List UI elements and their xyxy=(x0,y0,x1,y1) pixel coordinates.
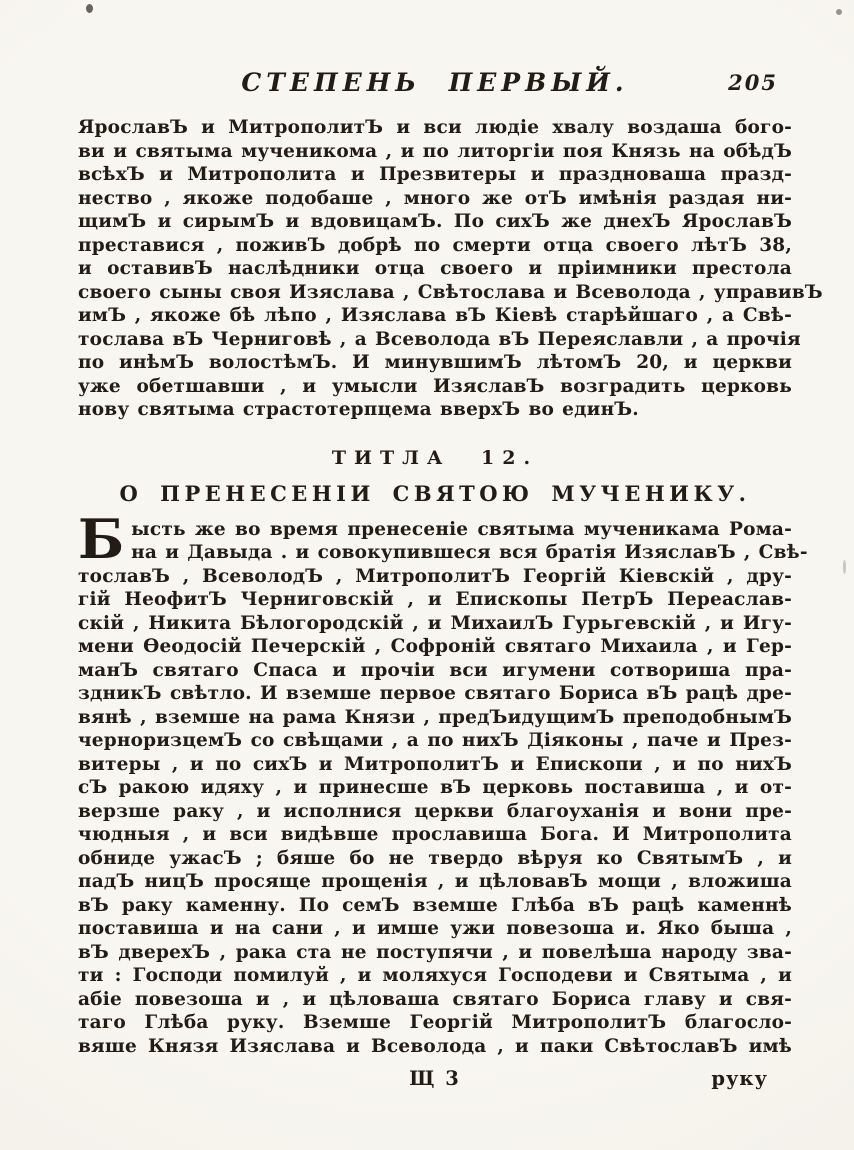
ink-speck xyxy=(843,560,846,574)
text-line: абіе повезоша и , и цѣловаша святаго Бориса главу и свя- xyxy=(78,988,792,1010)
text-line: ти : Господи помилуй , и моляхуся Господеви и Святыма , и xyxy=(78,965,792,986)
text-line: имЪ , якоже бѣ лѣпо , Изяслава вЪ Кіевѣ старѣйшаго , а Свѣ- xyxy=(78,305,792,326)
paragraph-1 xyxy=(78,116,823,422)
section-title: ТИТЛА 12. xyxy=(331,446,539,469)
catchword: руку xyxy=(711,1067,768,1090)
text-line: падЪ ницЪ просяще прощенія , и цѣловавЪ мощи , вложиша xyxy=(78,871,792,892)
text-line: мени Ѳеодосій Печерскій , Софроній святаго Михаила , и Гер- xyxy=(78,636,792,657)
running-head xyxy=(78,68,792,97)
text-line: чюдныя , и вси видѣвше прославиша Бога. И Митрополита xyxy=(78,824,792,845)
text-line: здникЪ свѣтло. И вземше первое святаго Бориса вЪ рацѣ дре- xyxy=(78,683,792,704)
paragraph-2-lines xyxy=(78,506,808,1059)
text-line: щимЪ и сирымЪ и вдовицамЪ. По сихЪ же днехЪ ЯрославЪ xyxy=(78,211,792,232)
text-line: скій , Никита Бѣлогородскій , и МихаилЪ Гурьгевскій , и Игу- xyxy=(78,612,792,634)
text-line: нество , якоже подобаше , много же отЪ имѣнія раздая ни- xyxy=(78,187,792,209)
text-line: по инѣмЪ волостѣмЪ. И минувшимЪ лѣтомЪ 20, и церкви xyxy=(78,352,792,373)
text-line: вянѣ , вземше на рама Князи , предЪидущимЪ преподобнымЪ xyxy=(78,706,792,728)
text-line: ви и святыма мученикома , и по литоргіи поя Князь на обѣдЪ xyxy=(78,140,792,162)
text-line: и оставивЪ наслѣдники отца своего и пріимники престола xyxy=(78,258,792,279)
running-title: СТЕПЕНЬ ПЕРВЫЙ. xyxy=(241,68,629,97)
page-number: 205 xyxy=(728,70,778,95)
text-block xyxy=(78,116,823,1095)
text-line: обниде ужасЪ ; бяше бо не твердо вѣруя ко СвятымЪ , и xyxy=(78,847,792,869)
text-line: тославЪ , ВсеволодЪ , МитрополитЪ Георгій Кіевскій , дру- xyxy=(78,565,792,587)
page-footer xyxy=(78,1067,792,1095)
section-subtitle: О ПРЕНЕСЕНІИ СВЯТОЮ МУЧЕНИКУ. xyxy=(119,480,751,506)
text-line: верзше раку , и исполнися церкви благоуханія и вони пре- xyxy=(78,800,792,822)
text-line: поставиша и на сани , и имше ужи повезоша и. Яко быша , xyxy=(78,918,792,939)
text-line: вяше Князя Изяслава и Всеволода , и паки СвѣтославЪ имѣ xyxy=(78,1035,792,1057)
text-line: сЪ ракою идяху , и принесше вЪ церковь поставиша , и от- xyxy=(78,777,792,798)
text-line: вЪ дверехЪ , рака ста не поступячи , и повелѣша народу зва- xyxy=(78,941,792,963)
text-line: таго Глѣба руку. Вземше Георгій МитрополитЪ благосло- xyxy=(78,1012,792,1033)
text-line: витеры , и по сихЪ и МитрополитЪ и Епископи , и по нихЪ xyxy=(78,753,792,775)
text-line: преставися , поживЪ добрѣ по смерти отца своего лѣтЪ 38, xyxy=(78,234,792,256)
text-line: своего сыны своя Изяслава , Свѣтослава и Всеволода , управивЪ xyxy=(78,281,823,303)
paragraph-2 xyxy=(78,506,808,1059)
text-line: гій НеофитЪ Черниговскій , и Епископы ПетрЪ Переаслав- xyxy=(78,589,792,610)
text-line: черноризцемЪ со свѣщами , а по нихЪ Діяконы , паче и През- xyxy=(78,730,792,751)
text-line: нову святыма страстотерпцема вверхЪ во единЪ. xyxy=(78,399,639,420)
ink-speck xyxy=(86,4,93,13)
text-line: ЯрославЪ и МитрополитЪ и вси людіе хвалу воздаша бого- xyxy=(78,117,792,138)
text-line: всѣхЪ и Митрополита и Презвитеры и праздноваша празд- xyxy=(78,164,792,185)
text-line: на и Давыда . и совокупившеся вся братія ИзяславЪ , Свѣ- xyxy=(131,542,808,563)
text-line: уже обетшавши , и умысли ИзяславЪ возградить церковь xyxy=(78,375,792,397)
signature-mark: Щ 3 xyxy=(409,1067,461,1090)
text-line: ысть же во время пренесеніе святыма мученикама Рома- xyxy=(131,518,792,540)
text-line: манЪ святаго Спаса и прочіи вси игумени сотвориша пра- xyxy=(78,659,792,681)
drop-cap-initial: Б xyxy=(78,506,125,571)
text-line: тослава вЪ Черниговѣ , а Всеволода вЪ Переяславли , а прочія xyxy=(78,328,801,350)
text-line: вЪ раку каменну. По семЪ вземше Глѣба вЪ рацѣ каменнѣ xyxy=(78,894,792,916)
ink-speck xyxy=(836,9,842,15)
